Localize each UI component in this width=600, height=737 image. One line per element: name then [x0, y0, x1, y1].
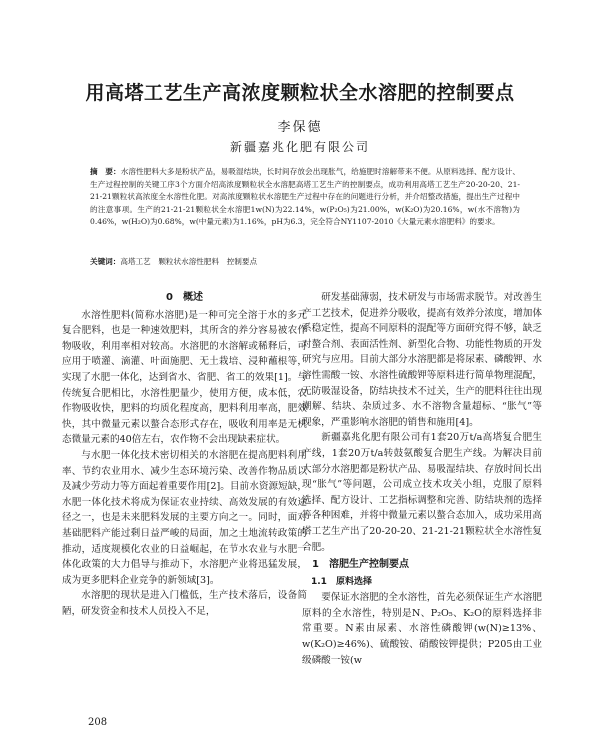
section-heading-control-points: 1 溶肥生产控制要点: [312, 559, 409, 571]
abstract-text: 水溶性肥料大多是粉状产品，易吸湿结块，长时间存放会出现胀气，给施肥时溶解带来不便。从原料选择、配方设计、生产过程控制的关键工序3个方面介绍高浓度颗粒状全水溶肥高塔工艺生产的控制要点，成功利用高塔工艺生产20-20-20、21-21-21颗粒状高浓度全水溶性化肥。对高浓度颗粒状水溶肥生产过程中存在的问题进行分析，并介绍整改措施，提出生产过程中的注意事项。生产的21-21-21颗粒状全水溶肥1w(N)为22.14%，w(P₂O₅)为21.00%，w(K₂O)为20.16%，w(水不溶物)为0.46%，w(H₂O)为0.68%，w(中量元素)为1.16%，pH为6.3，完全符合NY1107-2010《大量元素水溶肥料》的要求。: [90, 167, 521, 227]
paragraph: 要保证水溶肥的全水溶性，首先必须保证生产水溶肥原料的全水溶性，特别是N、P₂O₅、K₂O的原料选择非常重要。N素由尿素、水溶性磷酸钾(w(N)≥13%、w(K₂O)≥46%)、硫酸铵、硝酸铵钾提供；P205由工业级磷酸一铵(w: [302, 592, 542, 666]
paragraph: 新疆嘉兆化肥有限公司有1套20万t/a高塔复合肥生产线，1套20万t/a转鼓氨酸复合肥生产线。为解决目前大部分水溶肥都是粉状产品、易吸湿结块、存放时间长出现“胀气”等问题，公司成立技术攻关小组，克服了原料选择、配方设计、工艺指标调整和完善、防结块剂的选择等各种困难，并将中微量元素以螯合态加入，成功采用高塔工艺生产出了20-20-20、21-21-21颗粒状全水溶性复合肥。: [302, 432, 542, 553]
keywords: [90, 256, 520, 268]
paragraph: 研发基础薄弱，技术研发与市场需求脱节。对改善生产工艺技术，促进养分吸收，提高有效养分浓度，增加体系稳定性，提高不同原料的混配等方面研究得不够，缺乏对螯合剂、表面活性剂、新型化合物、功能性物质的开发研究与应用。目前大部分水溶肥都是将尿素、磷酸钾、水溶性需酸一铵、水溶性硫酸钾等原料进行简单物理混配，无防吸湿设备，防结块技术不过关，生产的肥料往往出现潮解、结块、杂质过多、水不溶物含量超标、“胀气”等现象，严重影响水溶肥的销售和施用[4]。: [302, 292, 542, 428]
left-column: [62, 290, 307, 619]
section-heading-overview: 0 概述: [166, 292, 203, 303]
author-affiliation: 新疆嘉兆化肥有限公司: [229, 140, 370, 154]
keywords-text: 高塔工艺 颗粒状水溶性肥料 控制要点: [120, 257, 258, 266]
abstract: [90, 166, 520, 229]
abstract-label: 摘 要：: [90, 167, 121, 176]
author-name: 李保德: [277, 120, 323, 135]
paragraph: 水溶性肥料(简称水溶肥)是一种可完全溶于水的多元复合肥料，也是一种速效肥料，其所含的养分容易被农作物吸收，利用率相对较高。水溶肥的水溶解或稀释后，可应用于喷灌、滴灌、叶面施肥、无土栽培、浸种蘸根等，实现了水肥一体化，达到省水、省肥、省工的效果[1]。与传统复合肥相比，水溶性肥量少，使用方便，成本低，农作物吸收快，肥料的均质化程度高，肥料利用率高，肥效快，其中微量元素以螯合态形式存在，吸收利用率是无机态微量元素的40倍左右，农作物不会出现缺素症状。: [62, 309, 307, 446]
paragraph: 水溶肥的现状是进入门槛低，生产技术落后，设备简陋，研发资金和技术人员投入不足，: [62, 590, 307, 617]
paper-title: 用高塔工艺生产高浓度颗粒状全水溶肥的控制要点: [85, 82, 515, 104]
keywords-label: 关键词：: [90, 257, 121, 266]
subsection-heading-raw-materials: 1.1 原料选择: [311, 576, 372, 587]
paragraph: 与水肥一体化技术密切相关的水溶肥在提高肥料利用率、节约农业用水、减少生态环境污染、改善作物品质以及减少劳动力等方面起着重要作用[2]。目前水资源短缺，水肥一体化技术将成为保证农业持续、高效发展的有效途径之一，也是未来肥料发展的主要方向之一。同时，面对基础肥料产能过剩日益严峻的局面，加之土地流转政策的推动，适度规模化农业的日益崛起，在节水农业与水肥一体化政策的大力倡导与推动下，水溶肥产业将迅猛发展，成为更多肥料企业竞争的新领域[3]。: [62, 449, 307, 586]
right-column: [302, 290, 542, 668]
page-number: 208: [88, 717, 108, 728]
